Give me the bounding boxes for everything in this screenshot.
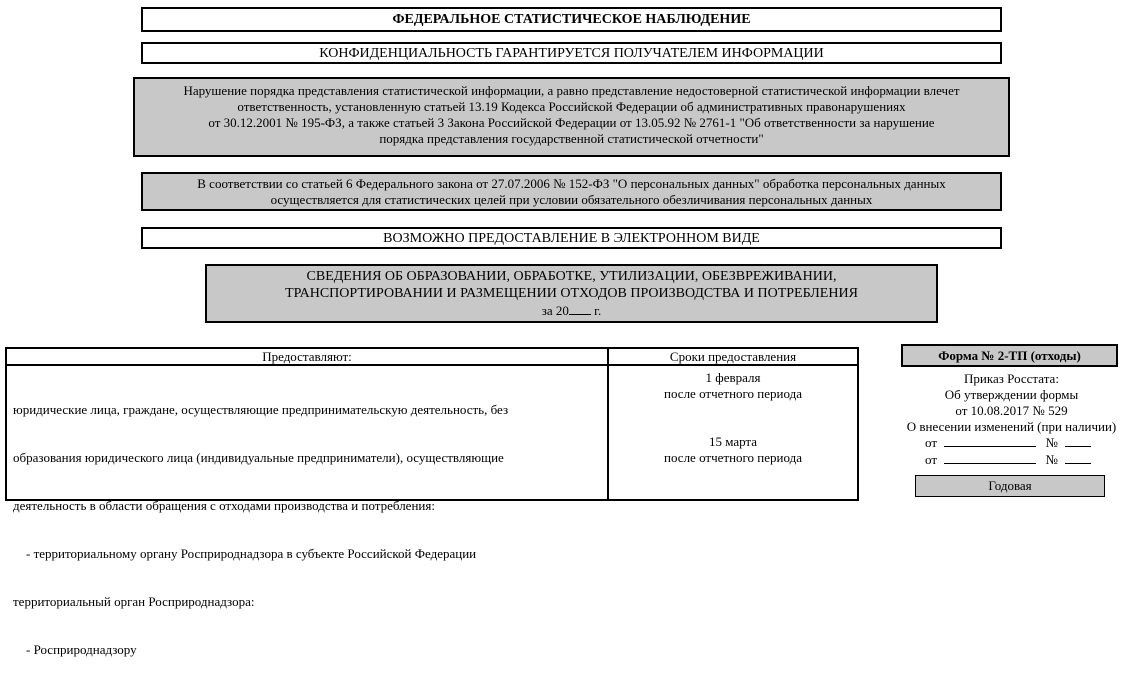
federal-observation-text: ФЕДЕРАЛЬНОЕ СТАТИСТИЧЕСКОЕ НАБЛЮДЕНИЕ [392, 12, 751, 27]
deadline-1-note: после отчетного периода [664, 386, 802, 401]
confidentiality-text: КОНФИДЕНЦИАЛЬНОСТЬ ГАРАНТИРУЕТСЯ ПОЛУЧАТЕЛЕМ ИНФОРМАЦИИ [319, 46, 824, 61]
submitters-header-text: Предоставляют: [262, 349, 352, 364]
liability-warning-box [133, 77, 1010, 157]
form-title-box [205, 264, 938, 323]
submitters-line-1: юридические лица, граждане, осуществляющие предпринимательскую деятельность, без [13, 402, 509, 417]
title-line-2: ТРАНСПОРТИРОВАНИИ И РАЗМЕЩЕНИИ ОТХОДОВ ПРОИЗВОДСТВА И ПОТРЕБЛЕНИЯ [285, 286, 858, 301]
warning-line-1: Нарушение порядка представления статистической информации, а равно представление недостоверной статистической информации влечет [183, 83, 960, 98]
amendment-2-from-label: от [925, 452, 938, 467]
title-line-1: СВЕДЕНИЯ ОБ ОБРАЗОВАНИИ, ОБРАБОТКЕ, УТИЛИЗАЦИИ, ОБЕЗВРЕЖИВАНИИ, [306, 269, 837, 284]
form-number-text: Форма № 2-ТП (отходы) [938, 348, 1081, 363]
periodicity-text: Годовая [988, 478, 1032, 493]
amendment-2-number-field[interactable] [1065, 451, 1091, 464]
order-title: Приказ Росстата: [964, 371, 1059, 386]
submitters-line-2: образования юридического лица (индивидуальные предприниматели), осуществляющие [13, 450, 504, 465]
title-year-line [207, 302, 936, 319]
submitters-line-6: - Росприроднадзору [13, 642, 137, 657]
amendment-1-number-field[interactable] [1065, 434, 1091, 447]
submitters-line-5: территориальный орган Росприроднадзора: [13, 594, 255, 609]
order-info [885, 371, 1138, 435]
warning-line-4: порядка представления государственной статистической отчетности" [379, 131, 764, 146]
deadline-2-date: 15 марта [708, 434, 758, 449]
amendment-2-date-field[interactable] [944, 451, 1036, 464]
submitters-line-3: деятельность в области обращения с отходами производства и потребления: [13, 498, 435, 513]
amendment-row-1 [925, 434, 1125, 451]
deadlines-header [607, 347, 859, 366]
warning-line-3: от 30.12.2001 № 195-ФЗ, а также статьей 3 Закона Российской Федерации от 13.05.92 № 2761-1 "Об ответственности за нарушение [208, 115, 935, 130]
deadline-1 [609, 370, 857, 402]
deadlines-header-text: Сроки предоставления [669, 349, 797, 364]
amendment-1-from-label: от [925, 435, 938, 450]
amendment-1-num-label: № [1045, 435, 1058, 450]
amendment-row-2 [925, 451, 1125, 468]
deadline-2 [609, 434, 857, 466]
order-date: от 10.08.2017 № 529 [955, 403, 1068, 418]
amendment-1-date-field[interactable] [944, 434, 1036, 447]
year-blank[interactable] [569, 302, 591, 315]
periodicity-box [915, 475, 1105, 497]
deadline-1-date: 1 февраля [705, 370, 761, 385]
electronic-submission-box [141, 227, 1002, 249]
submitters-line-4: - территориальному органу Росприроднадзора в субъекте Российской Федерации [13, 546, 477, 561]
personal-data-line-2: осуществляется для статистических целей при условии обязательного обезличивания персональных данных [270, 192, 873, 207]
year-prefix: за 20 [541, 303, 569, 318]
amendment-2-num-label: № [1045, 452, 1058, 467]
electronic-submission-text: ВОЗМОЖНО ПРЕДОСТАВЛЕНИЕ В ЭЛЕКТРОННОМ ВИДЕ [383, 231, 760, 246]
form-number-box [901, 344, 1118, 367]
personal-data-box [141, 172, 1002, 211]
order-approval: Об утверждении формы [944, 387, 1079, 402]
warning-line-2: ответственность, установленную статьей 13.19 Кодекса Российской Федерации об административных правонарушениях [237, 99, 906, 114]
confidentiality-box [141, 42, 1002, 64]
year-suffix: г. [594, 303, 602, 318]
submitters-cell [13, 370, 603, 674]
personal-data-line-1: В соответствии со статьей 6 Федерального закона от 27.07.2006 № 152-ФЗ "О персональных данных" обработка персональных данных [197, 176, 946, 191]
amendments-label: О внесении изменений (при наличии) [906, 419, 1117, 434]
federal-observation-header [141, 7, 1002, 32]
deadline-2-note: после отчетного периода [664, 450, 802, 465]
submitters-header [5, 347, 609, 366]
